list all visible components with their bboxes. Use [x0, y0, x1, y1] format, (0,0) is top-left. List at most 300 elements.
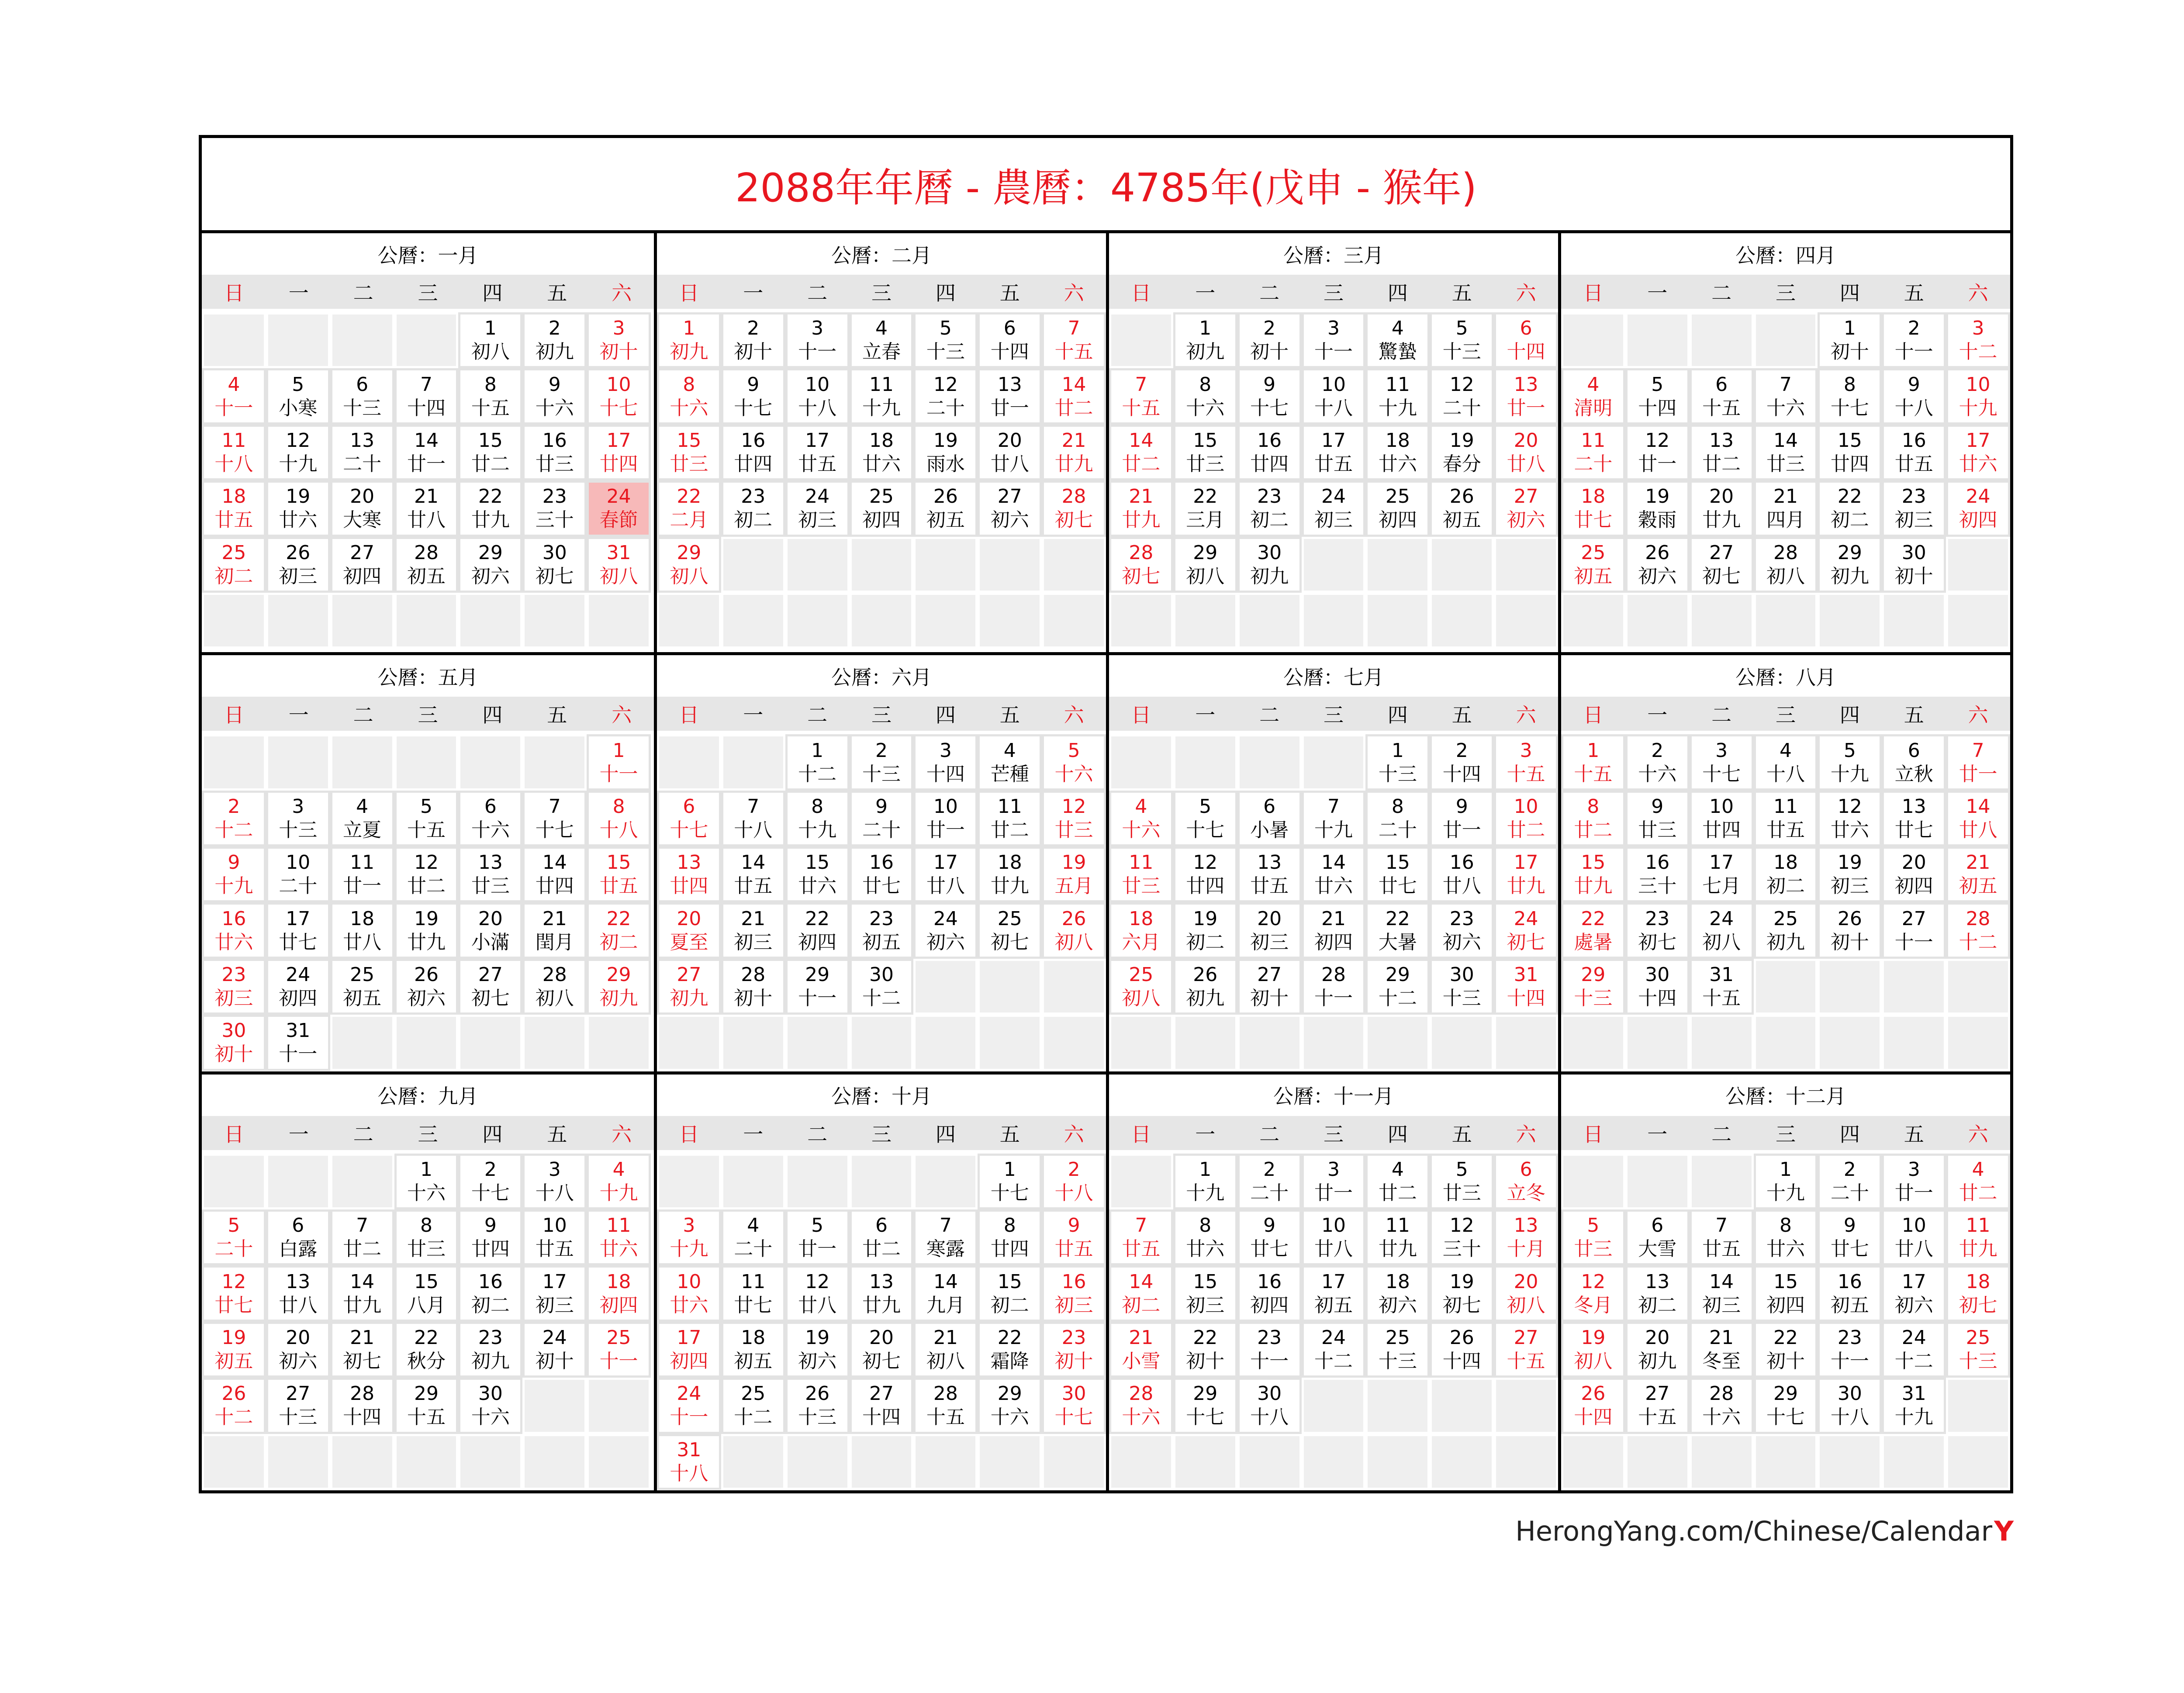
day-cell[interactable] — [1690, 1322, 1754, 1378]
day-cell[interactable] — [1494, 1322, 1558, 1378]
day-cell[interactable] — [1561, 480, 1625, 536]
day-cell[interactable] — [1946, 846, 2010, 902]
day-cell[interactable] — [978, 1265, 1042, 1321]
day-cell[interactable] — [657, 425, 721, 480]
day-cell[interactable] — [458, 791, 522, 846]
day-cell[interactable] — [657, 1322, 721, 1378]
day-cell[interactable] — [850, 1322, 914, 1378]
day-cell[interactable] — [1882, 791, 1946, 846]
day-cell[interactable] — [330, 368, 394, 424]
day-cell[interactable] — [266, 1015, 330, 1071]
day-cell[interactable] — [1237, 537, 1302, 593]
day-cell[interactable] — [522, 791, 587, 846]
day-cell[interactable] — [458, 1322, 522, 1378]
day-cell[interactable] — [1302, 959, 1366, 1015]
day-cell[interactable] — [1173, 1322, 1237, 1378]
day-cell[interactable] — [1173, 1209, 1237, 1265]
day-cell[interactable] — [1237, 1265, 1302, 1321]
day-cell[interactable] — [394, 537, 459, 593]
day-cell[interactable] — [657, 1378, 721, 1434]
day-cell[interactable] — [1494, 480, 1558, 536]
day-cell[interactable] — [458, 312, 522, 368]
day-cell[interactable] — [1946, 1322, 2010, 1378]
day-cell[interactable] — [1561, 425, 1625, 480]
day-cell[interactable] — [458, 902, 522, 958]
day-cell[interactable] — [1109, 1209, 1173, 1265]
day-cell[interactable] — [1625, 791, 1690, 846]
day-cell[interactable] — [913, 846, 978, 902]
day-cell[interactable] — [1754, 480, 1818, 536]
day-cell[interactable] — [266, 902, 330, 958]
day-cell[interactable] — [1173, 1265, 1237, 1321]
day-cell[interactable] — [1237, 425, 1302, 480]
day-cell[interactable] — [587, 425, 651, 480]
day-cell[interactable] — [1430, 425, 1494, 480]
day-cell[interactable] — [394, 791, 459, 846]
day-cell[interactable] — [1754, 1322, 1818, 1378]
day-cell[interactable] — [1109, 959, 1173, 1015]
day-cell[interactable] — [394, 846, 459, 902]
day-cell[interactable] — [330, 1265, 394, 1321]
day-cell[interactable] — [1494, 734, 1558, 790]
day-cell[interactable] — [1302, 1322, 1366, 1378]
day-cell[interactable] — [1882, 1265, 1946, 1321]
day-cell[interactable] — [522, 902, 587, 958]
day-cell[interactable] — [850, 734, 914, 790]
day-cell[interactable] — [587, 1209, 651, 1265]
footer-url[interactable]: HerongYang.com/Chinese/Calendar — [1515, 1515, 1993, 1547]
day-cell[interactable] — [266, 1378, 330, 1434]
day-cell[interactable] — [978, 846, 1042, 902]
day-cell[interactable] — [1430, 734, 1494, 790]
day-cell[interactable] — [458, 425, 522, 480]
day-cell[interactable] — [394, 1378, 459, 1434]
day-cell[interactable] — [330, 846, 394, 902]
day-cell[interactable] — [1754, 425, 1818, 480]
day-cell[interactable] — [1818, 1209, 1882, 1265]
day-cell[interactable] — [1946, 312, 2010, 368]
day-cell[interactable] — [1882, 1209, 1946, 1265]
day-cell[interactable] — [1754, 368, 1818, 424]
day-cell[interactable] — [266, 368, 330, 424]
day-cell[interactable] — [1625, 1322, 1690, 1378]
day-cell[interactable] — [458, 959, 522, 1015]
day-cell[interactable] — [1109, 791, 1173, 846]
day-cell[interactable] — [458, 1154, 522, 1209]
day-cell[interactable] — [1625, 537, 1690, 593]
day-cell[interactable] — [587, 902, 651, 958]
day-cell[interactable] — [330, 791, 394, 846]
day-cell[interactable] — [1042, 791, 1106, 846]
day-cell[interactable] — [1754, 537, 1818, 593]
day-cell[interactable] — [1173, 902, 1237, 958]
day-cell[interactable] — [1754, 846, 1818, 902]
day-cell[interactable] — [1042, 734, 1106, 790]
day-cell[interactable] — [657, 1209, 721, 1265]
day-cell[interactable] — [850, 1378, 914, 1434]
day-cell[interactable] — [1882, 1378, 1946, 1434]
day-cell[interactable] — [1818, 902, 1882, 958]
day-cell[interactable] — [850, 480, 914, 536]
day-cell[interactable] — [978, 1378, 1042, 1434]
day-cell[interactable] — [1173, 537, 1237, 593]
day-cell[interactable] — [1561, 368, 1625, 424]
day-cell[interactable] — [1302, 791, 1366, 846]
day-cell[interactable] — [913, 1265, 978, 1321]
day-cell[interactable] — [1494, 959, 1558, 1015]
day-cell[interactable] — [1173, 1378, 1237, 1434]
day-cell[interactable] — [721, 959, 785, 1015]
day-cell[interactable] — [458, 1265, 522, 1321]
day-cell[interactable] — [1690, 959, 1754, 1015]
day-cell[interactable] — [785, 734, 850, 790]
day-cell[interactable] — [785, 1265, 850, 1321]
day-cell[interactable] — [266, 791, 330, 846]
day-cell[interactable] — [1109, 425, 1173, 480]
day-cell[interactable] — [978, 312, 1042, 368]
day-cell[interactable] — [850, 846, 914, 902]
day-cell[interactable] — [522, 537, 587, 593]
day-cell[interactable] — [721, 1322, 785, 1378]
day-cell[interactable] — [1494, 1265, 1558, 1321]
day-cell[interactable] — [1754, 734, 1818, 790]
day-cell[interactable] — [330, 537, 394, 593]
day-cell[interactable] — [1042, 1154, 1106, 1209]
day-cell[interactable] — [202, 902, 266, 958]
day-cell[interactable] — [1561, 846, 1625, 902]
day-cell[interactable] — [1109, 902, 1173, 958]
day-cell[interactable] — [1430, 480, 1494, 536]
day-cell[interactable] — [202, 425, 266, 480]
day-cell[interactable] — [913, 425, 978, 480]
day-cell[interactable] — [1882, 846, 1946, 902]
day-cell[interactable] — [1625, 959, 1690, 1015]
day-cell[interactable] — [850, 368, 914, 424]
day-cell[interactable] — [587, 1154, 651, 1209]
day-cell[interactable] — [1561, 791, 1625, 846]
day-cell[interactable] — [850, 312, 914, 368]
day-cell[interactable] — [266, 425, 330, 480]
day-cell[interactable] — [785, 425, 850, 480]
day-cell[interactable] — [1625, 1378, 1690, 1434]
day-cell[interactable] — [1173, 959, 1237, 1015]
day-cell[interactable] — [1173, 846, 1237, 902]
day-cell[interactable] — [522, 1209, 587, 1265]
day-cell[interactable] — [1173, 368, 1237, 424]
day-cell[interactable] — [1882, 480, 1946, 536]
day-cell[interactable] — [1690, 368, 1754, 424]
day-cell[interactable] — [266, 1322, 330, 1378]
day-cell[interactable] — [785, 902, 850, 958]
day-cell[interactable] — [394, 1322, 459, 1378]
day-cell[interactable] — [1494, 846, 1558, 902]
day-cell[interactable] — [1561, 959, 1625, 1015]
day-cell[interactable] — [785, 1378, 850, 1434]
day-cell[interactable] — [1302, 312, 1366, 368]
day-cell[interactable] — [1430, 902, 1494, 958]
day-cell[interactable] — [1237, 846, 1302, 902]
day-cell[interactable] — [1365, 1154, 1430, 1209]
day-cell[interactable] — [202, 791, 266, 846]
day-cell[interactable] — [202, 1378, 266, 1434]
day-cell[interactable] — [587, 959, 651, 1015]
day-cell[interactable] — [1561, 1378, 1625, 1434]
day-cell[interactable] — [1946, 480, 2010, 536]
day-cell[interactable] — [266, 537, 330, 593]
day-cell[interactable] — [1042, 312, 1106, 368]
day-cell[interactable] — [1302, 480, 1366, 536]
day-cell[interactable] — [522, 368, 587, 424]
day-cell[interactable] — [587, 1265, 651, 1321]
day-cell[interactable] — [721, 368, 785, 424]
day-cell[interactable] — [587, 791, 651, 846]
day-cell[interactable] — [522, 1154, 587, 1209]
day-cell[interactable] — [202, 480, 266, 536]
day-cell[interactable] — [1430, 1209, 1494, 1265]
day-cell[interactable] — [330, 1209, 394, 1265]
day-cell[interactable] — [1561, 902, 1625, 958]
day-cell[interactable] — [522, 480, 587, 536]
day-cell[interactable] — [1946, 1154, 2010, 1209]
day-cell[interactable] — [721, 902, 785, 958]
day-cell[interactable] — [1042, 368, 1106, 424]
day-cell[interactable] — [1754, 1378, 1818, 1434]
day-cell[interactable] — [1365, 1265, 1430, 1321]
day-cell[interactable] — [913, 1378, 978, 1434]
day-cell[interactable] — [202, 1015, 266, 1071]
day-cell[interactable] — [587, 312, 651, 368]
day-cell[interactable] — [978, 425, 1042, 480]
day-cell[interactable] — [1365, 1209, 1430, 1265]
day-cell[interactable] — [1690, 791, 1754, 846]
day-cell[interactable] — [1237, 1154, 1302, 1209]
day-cell[interactable] — [1754, 791, 1818, 846]
day-cell[interactable] — [913, 1209, 978, 1265]
day-cell[interactable] — [850, 1265, 914, 1321]
day-cell[interactable] — [1690, 425, 1754, 480]
day-cell[interactable] — [657, 846, 721, 902]
day-cell[interactable] — [522, 425, 587, 480]
day-cell[interactable] — [202, 1265, 266, 1321]
day-cell[interactable] — [1818, 425, 1882, 480]
day-cell[interactable] — [785, 959, 850, 1015]
day-cell[interactable] — [202, 537, 266, 593]
day-cell[interactable] — [1365, 902, 1430, 958]
day-cell[interactable] — [202, 368, 266, 424]
day-cell[interactable] — [330, 1322, 394, 1378]
day-cell[interactable] — [266, 1209, 330, 1265]
day-cell[interactable] — [1818, 480, 1882, 536]
day-cell[interactable] — [1690, 1265, 1754, 1321]
day-cell[interactable] — [1042, 1322, 1106, 1378]
day-cell[interactable] — [458, 480, 522, 536]
day-cell[interactable] — [785, 846, 850, 902]
day-cell[interactable] — [1365, 846, 1430, 902]
day-cell[interactable] — [1818, 312, 1882, 368]
day-cell[interactable] — [785, 1209, 850, 1265]
day-cell[interactable] — [1494, 368, 1558, 424]
day-cell[interactable] — [458, 368, 522, 424]
day-cell[interactable] — [785, 480, 850, 536]
day-cell[interactable] — [1625, 425, 1690, 480]
day-cell[interactable] — [1818, 1322, 1882, 1378]
day-cell[interactable] — [657, 480, 721, 536]
day-cell[interactable] — [1109, 537, 1173, 593]
day-cell[interactable] — [202, 1322, 266, 1378]
day-cell[interactable] — [202, 1209, 266, 1265]
day-cell[interactable] — [587, 734, 651, 790]
day-cell[interactable] — [1882, 1322, 1946, 1378]
day-cell[interactable] — [394, 959, 459, 1015]
day-cell[interactable] — [1430, 959, 1494, 1015]
day-cell[interactable] — [1237, 902, 1302, 958]
day-cell[interactable] — [522, 959, 587, 1015]
day-cell[interactable] — [1430, 368, 1494, 424]
day-cell[interactable] — [1042, 1209, 1106, 1265]
day-cell[interactable] — [721, 425, 785, 480]
day-cell[interactable] — [1173, 1154, 1237, 1209]
day-cell[interactable] — [1754, 1154, 1818, 1209]
day-cell[interactable] — [1946, 1265, 2010, 1321]
day-cell[interactable] — [1237, 480, 1302, 536]
day-cell[interactable] — [1042, 1378, 1106, 1434]
day-cell[interactable] — [458, 1209, 522, 1265]
day-cell[interactable] — [1625, 368, 1690, 424]
day-cell[interactable] — [1365, 1322, 1430, 1378]
day-cell[interactable] — [1430, 1154, 1494, 1209]
day-cell[interactable] — [1042, 480, 1106, 536]
day-cell[interactable] — [1818, 791, 1882, 846]
day-cell[interactable] — [1882, 537, 1946, 593]
day-cell[interactable] — [721, 480, 785, 536]
day-cell[interactable] — [1946, 902, 2010, 958]
day-cell[interactable] — [913, 734, 978, 790]
day-cell[interactable] — [1625, 902, 1690, 958]
day-cell[interactable] — [1302, 1265, 1366, 1321]
day-cell[interactable] — [266, 846, 330, 902]
day-cell[interactable] — [1042, 846, 1106, 902]
day-cell[interactable] — [657, 368, 721, 424]
day-cell[interactable] — [1494, 902, 1558, 958]
day-cell[interactable] — [1690, 1209, 1754, 1265]
day-cell[interactable] — [721, 1378, 785, 1434]
day-cell[interactable] — [1818, 846, 1882, 902]
day-cell[interactable] — [1302, 425, 1366, 480]
day-cell[interactable] — [978, 902, 1042, 958]
day-cell[interactable] — [1237, 368, 1302, 424]
day-cell[interactable] — [785, 368, 850, 424]
day-cell[interactable] — [1365, 959, 1430, 1015]
day-cell[interactable] — [1302, 902, 1366, 958]
day-cell[interactable] — [1561, 1265, 1625, 1321]
day-cell[interactable] — [1946, 425, 2010, 480]
day-cell[interactable] — [1430, 1322, 1494, 1378]
day-cell[interactable] — [330, 1378, 394, 1434]
day-cell[interactable] — [1173, 480, 1237, 536]
day-cell[interactable] — [1690, 537, 1754, 593]
day-cell[interactable] — [1946, 1209, 2010, 1265]
day-cell[interactable] — [1690, 734, 1754, 790]
day-cell[interactable] — [721, 791, 785, 846]
day-cell[interactable] — [978, 791, 1042, 846]
day-cell[interactable] — [1430, 1265, 1494, 1321]
day-cell[interactable] — [1818, 1378, 1882, 1434]
day-cell[interactable] — [458, 1378, 522, 1434]
day-cell[interactable] — [657, 959, 721, 1015]
day-cell[interactable] — [1561, 1322, 1625, 1378]
day-cell[interactable] — [394, 1265, 459, 1321]
day-cell[interactable] — [1625, 1209, 1690, 1265]
day-cell[interactable] — [1882, 312, 1946, 368]
day-cell[interactable] — [785, 312, 850, 368]
day-cell[interactable] — [394, 902, 459, 958]
day-cell[interactable] — [458, 846, 522, 902]
day-cell[interactable] — [978, 1322, 1042, 1378]
day-cell[interactable] — [1173, 425, 1237, 480]
day-cell[interactable] — [1882, 902, 1946, 958]
day-cell[interactable] — [1430, 312, 1494, 368]
day-cell[interactable] — [522, 1265, 587, 1321]
day-cell[interactable] — [1690, 846, 1754, 902]
day-cell[interactable] — [522, 1322, 587, 1378]
day-cell[interactable] — [1237, 959, 1302, 1015]
day-cell[interactable] — [1237, 1378, 1302, 1434]
day-cell[interactable] — [913, 368, 978, 424]
day-cell[interactable] — [1109, 1378, 1173, 1434]
day-cell[interactable] — [721, 1265, 785, 1321]
day-cell[interactable] — [1818, 1265, 1882, 1321]
day-cell[interactable] — [657, 1265, 721, 1321]
day-cell[interactable] — [394, 368, 459, 424]
day-cell[interactable] — [785, 1322, 850, 1378]
day-cell[interactable] — [850, 1209, 914, 1265]
day-cell[interactable] — [1561, 1209, 1625, 1265]
day-cell[interactable] — [266, 480, 330, 536]
day-cell[interactable] — [913, 902, 978, 958]
day-cell[interactable] — [850, 791, 914, 846]
day-cell[interactable] — [1302, 1154, 1366, 1209]
day-cell[interactable] — [1625, 480, 1690, 536]
day-cell[interactable] — [721, 1209, 785, 1265]
day-cell[interactable] — [1561, 734, 1625, 790]
day-cell[interactable] — [1494, 312, 1558, 368]
day-cell[interactable] — [1818, 537, 1882, 593]
day-cell[interactable] — [1882, 1154, 1946, 1209]
day-cell[interactable] — [1302, 846, 1366, 902]
day-cell[interactable] — [1754, 1209, 1818, 1265]
day-cell[interactable] — [1042, 425, 1106, 480]
day-cell[interactable] — [850, 902, 914, 958]
day-cell[interactable] — [1430, 846, 1494, 902]
day-cell[interactable] — [1237, 312, 1302, 368]
day-cell[interactable] — [657, 537, 721, 593]
day-cell[interactable] — [1690, 480, 1754, 536]
day-cell[interactable] — [1365, 425, 1430, 480]
day-cell[interactable] — [978, 1154, 1042, 1209]
day-cell[interactable] — [657, 1434, 721, 1490]
day-cell[interactable] — [587, 480, 651, 536]
day-cell[interactable] — [1561, 537, 1625, 593]
day-cell[interactable] — [913, 1322, 978, 1378]
day-cell[interactable] — [1109, 1322, 1173, 1378]
day-cell[interactable] — [721, 846, 785, 902]
day-cell[interactable] — [1690, 1378, 1754, 1434]
day-cell[interactable] — [1365, 734, 1430, 790]
day-cell[interactable] — [1754, 1265, 1818, 1321]
day-cell[interactable] — [522, 846, 587, 902]
day-cell[interactable] — [850, 959, 914, 1015]
day-cell[interactable] — [587, 846, 651, 902]
